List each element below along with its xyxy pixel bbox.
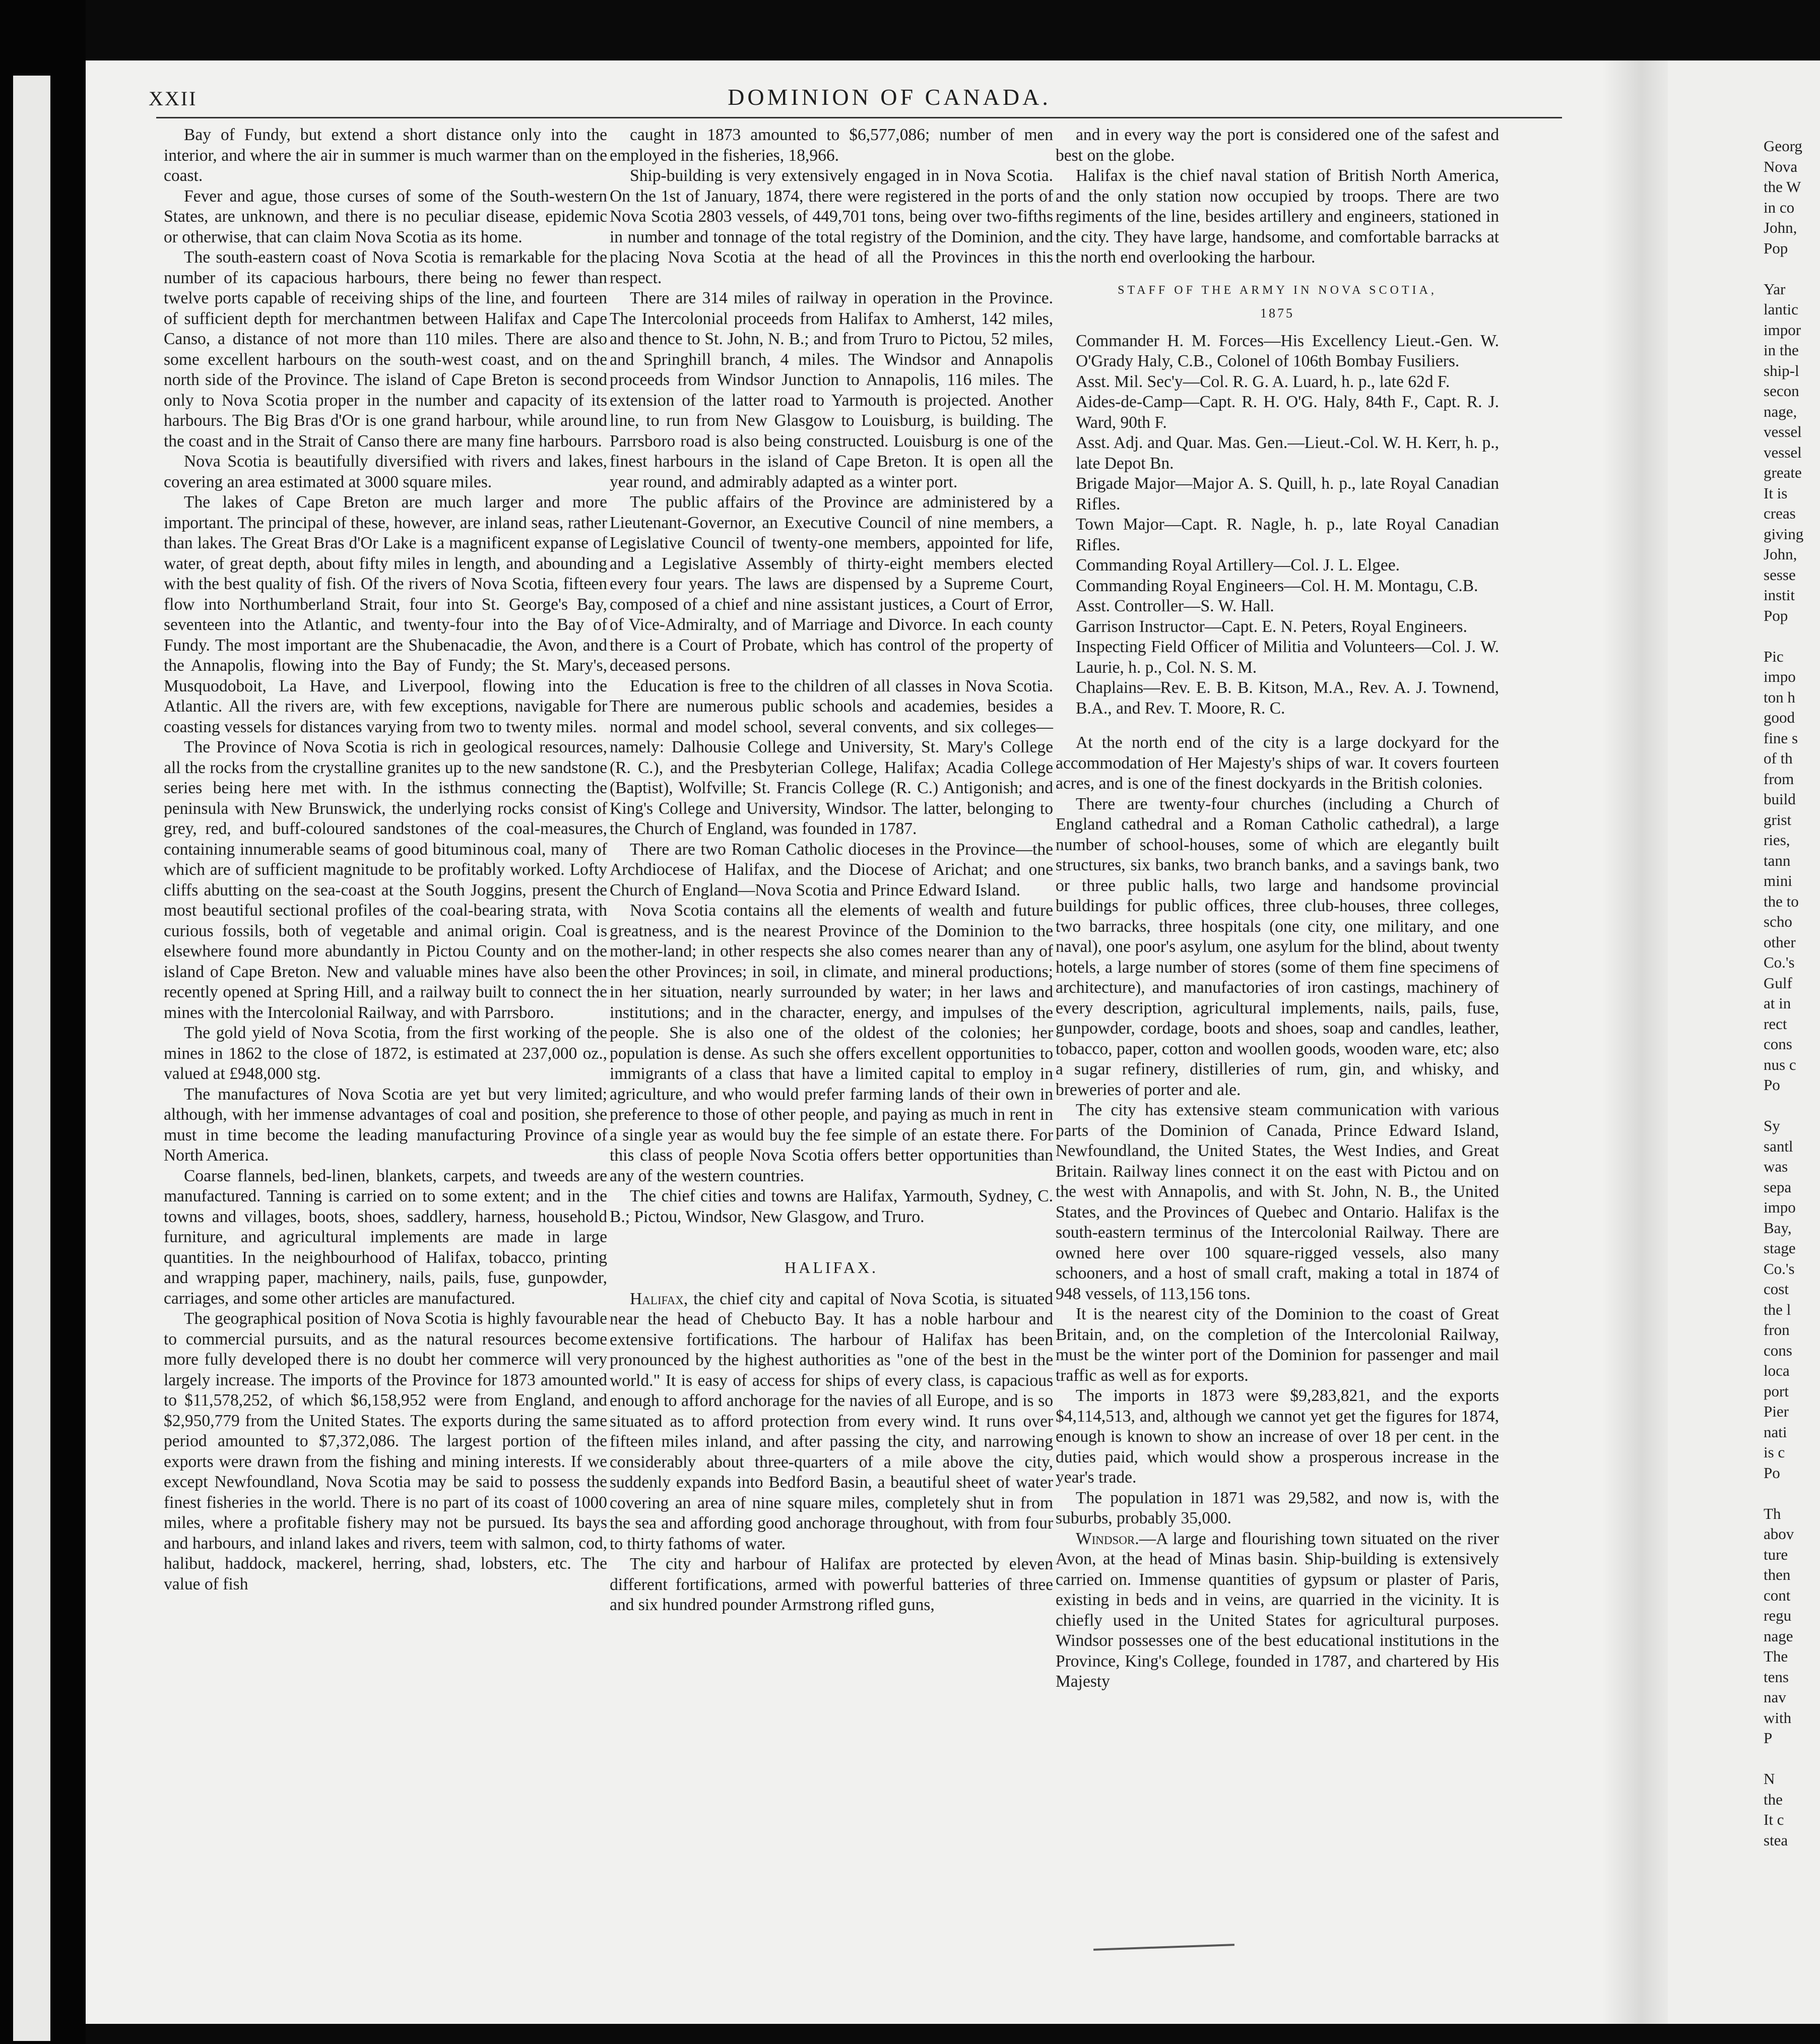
next-page-line-fragment: from <box>1764 770 1794 788</box>
paragraph: The Province of Nova Scotia is rich in geological resources, all the rocks from the crystalline granites up to the new sandstone series being here met with. In the isthmus connecting the peninsula with New Brunswick, the underlying rocks consist of grey, red, and buff-coloured sandstones of the coal-measures, containing innumerable seams of good bituminous coal, many of which are of sufficient magnitude to be profitably worked. Lofty cliffs abutting on the sea-coast at the South Joggins, present the most beautiful sectional profiles of the coal-bearing strata, with curious fossils, both of vegetable and animal origin. Coal is elsewhere found more abundantly in Pictou County and on the island of Cape Breton. New and valuable mines have also been recently opened at Spring Hill, and a railway built to connect the mines with the Intercolonial Railway, and with Parrsboro. <box>164 738 607 1022</box>
paragraph: Ship-building is very extensively engaged in in Nova Scotia. On the 1st of January, 1874, there were registered in the ports of Nova Scotia 2803 vessels, of 449,701 tons, being over two-fifths in number and tonnage of the total registry of the Dominion, and placing Nova Scotia at the head of all the Provinces in this respect. <box>610 166 1053 287</box>
page-header <box>86 60 1820 121</box>
next-page-line-fragment: Pier <box>1764 1402 1789 1420</box>
next-page-line-fragment: other <box>1764 933 1796 951</box>
paragraph: Education is free to the children of all classes in Nova Scotia. There are numerous public schools and academies, besides a normal and model school, several convents, and six colleges—namely: Dalhousie College and University, St. Mary's College (R. C.), and the Presbyterian College, Halifax; Acadia College (Baptist), Wolfville; St. Francis College (R. C.) Antigonish; and King's College and University, Windsor. The latter, belonging to the Church of England, was founded in 1787. <box>610 676 1053 838</box>
next-page-line-fragment: is c <box>1764 1443 1785 1461</box>
paragraph: The public affairs of the Province are administered by a Lieutenant-Governor, an Executive Council of nine members, a Legislative Council of twenty-one members, appointed for life, and a Legislative Assembly of thirty-eight members elected every four years. The laws are dispensed by a Supreme Court, composed of a chief and nine assistant justices, a Court of Error, of Vice-Admiralty, and of Marriage and Divorce. In each county there is a Court of Probate, which has control of the property of deceased persons. <box>610 493 1053 675</box>
paragraph: Coarse flannels, bed-linen, blankets, carpets, and tweeds are manufactured. Tanning is carried on to some extent; and in the towns and villages, boots, shoes, saddlery, harness, household furniture, and agricultural implements are made in large quantities. In the neighbourhood of Halifax, tobacco, printing and wrapping paper, machinery, nails, pails, fuse, gunpowder, carriages, and some other articles are manufactured. <box>164 1166 607 1308</box>
staff-entry: Commander H. M. Forces—His Excellency Lieut.-Gen. W. O'Grady Haly, C.B., Colonel of 106th Bombay Fusiliers. <box>1076 331 1499 370</box>
windsor-lead-word: Windsor <box>1076 1529 1135 1548</box>
next-page-line-fragment: scho <box>1764 913 1792 930</box>
paragraph: The geographical position of Nova Scotia is highly favourable to commercial pursuits, and as the natural resources become more fully developed there is no doubt her commerce will very largely increase. The imports of the Province for 1873 amounted to $11,578,252, of which $6,158,952 were from England, and $2,950,779 from the United States. The exports during the same period amounted to $7,372,086. The largest portion of the exports were drawn from the fishing and mining interests. If we except Newfoundland, Nova Scotia may be said to possess the finest fisheries in the world. There is no part of its coast of 1000 miles, where a profitable fishery may not be pursued. Its bays and harbours, and inland lakes and rivers, teem with salmon, cod, halibut, haddock, mackerel, herring, shad, lobsters, etc. The value of fish <box>164 1309 607 1593</box>
staff-entry: Inspecting Field Officer of Militia and Volunteers—Col. J. W. Laurie, h. p., Col. N. S. M. <box>1076 637 1499 677</box>
next-page-line-fragment: nus c <box>1764 1055 1796 1073</box>
paragraph: and in every way the port is considered one of the safest and best on the globe. <box>1056 125 1499 165</box>
next-page-line-fragment: It is <box>1764 484 1788 502</box>
next-page-line-fragment: of th <box>1764 749 1793 767</box>
next-page-line-fragment: impo <box>1764 668 1796 685</box>
paragraph: There are two Roman Catholic dioceses in the Province—the Archdiocese of Halifax, and the Diocese of Arichat; and one Church of England—Nova Scotia and Prince Edward Island. <box>610 840 1053 900</box>
column-1 <box>164 125 607 1594</box>
next-page-line-fragment: N <box>1764 1770 1775 1787</box>
next-page-line-fragment: creas <box>1764 504 1796 522</box>
next-page-line-fragment: in co <box>1764 198 1795 216</box>
next-page-line-fragment: It c <box>1764 1811 1784 1828</box>
next-page-line-fragment: John, <box>1764 545 1797 563</box>
next-page-line-fragment: santl <box>1764 1137 1793 1155</box>
next-page-line-fragment: the l <box>1764 1300 1791 1318</box>
halifax-intro-paragraph <box>610 1289 1053 1555</box>
next-page-line-fragment: then <box>1764 1566 1791 1583</box>
next-page-line-fragment: in the <box>1764 341 1799 359</box>
next-page-line-fragment: cost <box>1764 1280 1789 1298</box>
next-page-line-fragment: Co.'s <box>1764 1259 1795 1278</box>
next-page-line-fragment: John, <box>1764 219 1797 236</box>
next-page-line-fragment: cont <box>1764 1586 1791 1604</box>
staff-entry: Aides-de-Camp—Capt. R. H. O'G. Haly, 84th F., Capt. R. J. Ward, 90th F. <box>1076 393 1499 432</box>
paragraph: The population in 1871 was 29,582, and now is, with the suburbs, probably 35,000. <box>1056 1488 1499 1527</box>
next-page-line-fragment: cons <box>1764 1035 1792 1053</box>
paragraph: There are twenty-four churches (including a Church of England cathedral and a Roman Catholic cathedral), a large number of school-houses, some of which are elegantly built structures, six banks, two branch banks, and a savings bank, two or three public halls, two large and handsome provincial buildings for public offices, three club-houses, three colleges, two barracks, three hospitals (one city, one military, and one naval), one poor's asylum, one asylum for the blind, about twenty hotels, a large number of stores (some of them fine specimens of architecture), and manufactories of iron castings, machinery of every description, agricultural implements, nails, pails, fuse, gunpowder, cordage, boots and shoes, soap and candles, leather, tobacco, paper, cotton and woollen goods, wooden ware, etc; also a sugar refinery, distilleries of rum, gin, and whisky, and breweries of porter and ale. <box>1056 794 1499 1099</box>
scanned-page <box>86 60 1820 2024</box>
paragraph: The city and harbour of Halifax are protected by eleven different fortifications, armed with powerful batteries of three and six hundred pounder Armstrong rifled guns, <box>610 1555 1053 1614</box>
next-page-line-fragment: Gulf <box>1764 974 1792 992</box>
next-page-line-fragment: regu <box>1764 1607 1792 1624</box>
next-page-line-fragment: loca <box>1764 1362 1790 1379</box>
next-page-line-fragment: nage <box>1764 1627 1793 1645</box>
column-3-paragraphs-after <box>1056 733 1499 1529</box>
staff-year: 1875 <box>1260 306 1294 321</box>
next-page-line-fragment: Pop <box>1764 606 1788 624</box>
paragraph: Halifax is the chief naval station of British North America, and the only station now occupied by troops. There are two regiments of the line, besides artillery and engineers, stationed in the city. They have large, handsome, and comfortable barracks at the north end overlooking the harbour. <box>1056 166 1499 267</box>
next-page-line-fragment: nati <box>1764 1423 1787 1441</box>
next-page-line-fragment: good <box>1764 709 1795 726</box>
next-page-line-fragment: the <box>1764 1790 1783 1808</box>
paragraph: The south-eastern coast of Nova Scotia is remarkable for the number of its capacious harbours, there being no fewer than twelve ports capable of receiving ships of the line, and fourteen of sufficient depth for merchantmen between Halifax and Cape Canso, a distance of not more than 110 miles. There are also some excellent harbours on the south-west coast, and on the north side of the Province. The island of Cape Breton is second only to Nova Scotia proper in the number and capacity of its harbours. The Big Bras d'Or is one grand harbour, while around the coast and in the Strait of Canso there are many fine harbours. <box>164 248 607 451</box>
staff-entry: Asst. Controller—S. W. Hall. <box>1076 597 1274 615</box>
next-page-line-fragment: Sy <box>1764 1117 1780 1134</box>
next-page-line-fragment: rect <box>1764 1014 1787 1033</box>
column-3-paragraphs <box>1056 125 1499 268</box>
staff-entry: Commanding Royal Engineers—Col. H. M. Montagu, C.B. <box>1076 576 1478 595</box>
next-page-line-fragment: P <box>1764 1729 1773 1747</box>
next-page-line-fragment: Georg <box>1764 137 1802 155</box>
next-page-line-fragment: Nova <box>1764 157 1798 175</box>
next-page-line-fragment: ries, <box>1764 831 1790 849</box>
previous-page-edge <box>0 0 86 2044</box>
next-page-line-fragment: Pop <box>1764 239 1788 257</box>
next-page-line-fragment: Yar <box>1764 280 1786 298</box>
next-page-line-fragment: nage, <box>1764 402 1797 420</box>
next-page-line-fragment: port <box>1764 1382 1789 1400</box>
staff-list <box>1056 331 1499 719</box>
staff-entry: Garrison Instructor—Capt. E. N. Peters, Royal Engineers. <box>1076 617 1467 636</box>
staff-entry: Town Major—Capt. R. Nagle, h. p., late Royal Canadian Rifles. <box>1076 515 1499 554</box>
spacer <box>1056 719 1499 733</box>
next-page-line-fragment: impo <box>1764 1198 1796 1216</box>
next-page-line-fragment: build <box>1764 790 1796 808</box>
staff-entry: Asst. Mil. Sec'y—Col. R. G. A. Luard, h. p., late 62d F. <box>1076 372 1450 391</box>
next-page-line-fragment: sesse <box>1764 565 1796 584</box>
paragraph: Bay of Fundy, but extend a short distance only into the interior, and where the air in summer is much warmer than on the coast. <box>164 125 607 185</box>
next-page-line-fragment: secon <box>1764 382 1799 400</box>
next-page-line-fragment: sepa <box>1764 1178 1792 1196</box>
next-page-line-fragment: greate <box>1764 464 1802 481</box>
next-page-line-fragment: fron <box>1764 1321 1790 1338</box>
windsor-paragraph <box>1056 1529 1499 1692</box>
column-2-paragraphs <box>610 125 1053 1227</box>
paragraph: Nova Scotia is beautifully diversified with rivers and lakes, covering an area estimated at 3000 square miles. <box>164 452 607 491</box>
column-3 <box>1056 125 1499 1692</box>
next-page-line-fragment: fine s <box>1764 729 1798 747</box>
next-page-line-fragment: stea <box>1764 1831 1788 1849</box>
staff-entry: Brigade Major—Major A. S. Quill, h. p., late Royal Canadian Rifles. <box>1076 474 1499 514</box>
next-page-line-fragment: lantic <box>1764 300 1798 318</box>
next-page-line-fragment: Co.'s <box>1764 953 1795 971</box>
gutter-shadow <box>1602 60 1673 2024</box>
next-page-line-fragment: impor <box>1764 321 1801 339</box>
column-2-paragraphs-after <box>610 1554 1053 1616</box>
paragraph: The gold yield of Nova Scotia, from the first working of the mines in 1862 to the close of 1872, is estimated at 237,000 oz., valued at £948,000 stg. <box>164 1024 607 1083</box>
next-page-line-fragment: stage <box>1764 1239 1796 1257</box>
paragraph: Fever and ague, those curses of some of the South-western States, are unknown, and there is no peculiar disease, epidemic or otherwise, that can claim Nova Scotia as its home. <box>164 186 607 246</box>
page-number: XXII <box>149 87 198 110</box>
next-page-line-fragment: nav <box>1764 1688 1786 1706</box>
next-page-line-fragment: The <box>1764 1647 1788 1665</box>
next-page-line-fragment: the W <box>1764 178 1801 196</box>
paragraph: At the north end of the city is a large dockyard for the accommodation of Her Majesty's ships of war. It covers fourteen acres, and is one of the finest dockyards in the British colonies. <box>1056 733 1499 793</box>
previous-page-sliver <box>13 76 50 2041</box>
staff-entry: Commanding Royal Artillery—Col. J. L. Elgee. <box>1076 556 1400 574</box>
paragraph: caught in 1873 amounted to $6,577,086; number of men employed in the fisheries, 18,966. <box>610 125 1053 165</box>
halifax-lead-word: Halifax <box>630 1289 684 1308</box>
next-page-line-fragment: Pic <box>1764 647 1784 665</box>
next-page-line-fragment: giving <box>1764 525 1804 543</box>
paragraph: The city has extensive steam communication with various parts of the Dominion of Canada, Prince Edward Island, Newfoundland, the United States, the West Indies, and Great Britain. Railway lines connect it on the east with Pictou and on the west with Annapolis, and with St. John, N. B., the United States, and the Provinces of Quebec and Ontario. Halifax is the south-eastern terminus of the Intercolonial Railway. There are owned here over 100 square-rigged vessels, also many schooners, and a host of small craft, making a total in 1874 of 948 vessels, of 113,156 tons. <box>1056 1101 1499 1303</box>
next-page-line-fragment: cons <box>1764 1341 1792 1359</box>
next-page-line-fragment: tann <box>1764 851 1791 869</box>
staff-entry: Chaplains—Rev. E. B. B. Kitson, M.A., Rev. A. J. Townend, B.A., and Rev. T. Moore, R. C. <box>1076 678 1499 718</box>
next-page-line-fragment: was <box>1764 1158 1788 1175</box>
next-page-line-fragment: the to <box>1764 892 1799 910</box>
next-page-line-fragment: at in <box>1764 994 1791 1012</box>
next-page-line-fragment: ture <box>1764 1545 1788 1563</box>
staff-heading: STAFF OF THE ARMY IN NOVA SCOTIA, <box>1118 283 1437 297</box>
next-page-line-fragment: tens <box>1764 1668 1789 1686</box>
halifax-intro-text: , the chief city and capital of Nova Scotia, is situated near the head of Chebucto Bay. It has a noble harbour and extensive fortifications. The harbour of Halifax has been pronounced by the highest authorities as "one of the best in the world." It is easy of access for ships of every class, is capacious enough to afford anchorage for the navies of all Europe, and is so situated as to afford protection from every wind. It runs over fifteen miles inland, and after passing the city, and narrowing considerably about three-quarters of a mile above the city, suddenly expands into Bedford Basin, a beautiful sheet of water covering an area of nine square miles, completely shut in from the sea and affording good anchorage throughout, with from four to thirty fathoms of water. <box>610 1289 1053 1553</box>
windsor-text: .—A large and flourishing town situated on the river Avon, at the head of Minas basin. Ship-building is extensively carried on. Immense quantities of gypsum or plaster of Paris, existing in beds and in veins, are quarried in the vicinity. It is chiefly used in the United States for agricultural purposes. Windsor possesses one of the best educational institutions in the Province, King's College, founded in 1787, and chartered by His Majesty <box>1056 1529 1499 1691</box>
paragraph: There are 314 miles of railway in operation in the Province. The Intercolonial proceeds from Halifax to Amherst, 142 miles, and thence to St. John, N. B.; and from Truro to Pictou, 52 miles, and Springhill branch, 4 miles. The Windsor and Annapolis proceeds from Windsor Junction to Annapolis, 116 miles. The extension of the latter road to Yarmouth is projected. Another line, to run from New Glasgow to Louisburg, is building. The Parrsboro road is also being constructed. Louisburg is one of the finest harbours in the island of Cape Breton. It is open all the year round, and admirably adapted as a winter port. <box>610 289 1053 491</box>
next-page-line-fragment: Po <box>1764 1463 1780 1482</box>
paragraph: The imports in 1873 were $9,283,821, and the exports $4,114,513, and, although we cannot yet get the figures for 1874, enough is known to show an increase of over 18 per cent. in the duties paid, which would show a prosperous increase in the year's trade. <box>1056 1386 1499 1487</box>
next-page-line-fragment: Bay, <box>1764 1219 1792 1237</box>
next-page-line-fragment: vessel <box>1764 423 1802 440</box>
next-page-line-fragment: mini <box>1764 872 1792 889</box>
paragraph: The chief cities and towns are Halifax, Yarmouth, Sydney, C. B.; Pictou, Windsor, New Glasgow, and Truro. <box>610 1187 1053 1226</box>
next-page-line-fragment: Th <box>1764 1504 1781 1522</box>
next-page-line-fragment: vessel <box>1764 443 1802 461</box>
header-rule <box>156 117 1562 118</box>
next-page-line-fragment: with <box>1764 1708 1792 1727</box>
paragraph: The lakes of Cape Breton are much larger and more important. The principal of these, however, are inland seas, rather than lakes. The Great Bras d'Or Lake is a magnificent expanse of water, of great depth, about fifty miles in length, and abounding with the best quality of fish. Of the rivers of Nova Scotia, fifteen flow into Northumberland Strait, four into St. George's Bay, seventeen into the Atlantic, and twenty-four into the Bay of Fundy. The most important are the Shubenacadie, the Avon, and the Annapolis, flowing into the Bay of Fundy; the St. Mary's, Musquodoboit, La Have, and Liverpool, flowing into the Atlantic. All the rivers are, with few exceptions, navigable for coasting vessels for distances varying from two to twenty miles. <box>164 493 607 736</box>
section-heading-halifax: HALIFAX. <box>784 1258 879 1276</box>
next-page-line-fragment: ton h <box>1764 688 1795 706</box>
paragraph: Nova Scotia contains all the elements of wealth and future greatness, and is the nearest Province of the Dominion to the mother-land; in other respects she also comes nearer than any of the other Provinces; in soil, in climate, and mineral productions; in her situation, nearly surrounded by water; in her laws and institutions; and in the character, energy, and impulses of the people. She is also one of the oldest of the colonies; her population is dense. As such she offers excellent opportunities to immigrants of a class that have a limited capital to employ in agriculture, and who would prefer farming lands of their own in preference to those of other people, and paying as much in rent in a single year as would buy the fee simple of an estate there. For this class of people Nova Scotia offers better opportunities than any of the western countries. <box>610 901 1053 1185</box>
print-mark <box>1093 1944 1234 1951</box>
next-page-line-fragment: grist <box>1764 810 1792 828</box>
next-page-line-fragment: ship-l <box>1764 361 1799 379</box>
column-2 <box>610 125 1053 1616</box>
next-page-line-fragment: instit <box>1764 586 1795 604</box>
staff-entry: Asst. Adj. and Quar. Mas. Gen.—Lieut.-Col. W. H. Kerr, h. p., late Depot Bn. <box>1076 433 1499 473</box>
paragraph: It is the nearest city of the Dominion to the coast of Great Britain, and, on the completion of the Intercolonial Railway, must be the winter port of the Dominion for passenger and mail traffic as well as for exports. <box>1056 1305 1499 1385</box>
paragraph: The manufactures of Nova Scotia are yet but very limited; although, with her immense advantages of coal and position, she must in time become the leading manufacturing Province of North America. <box>164 1084 607 1165</box>
next-page-line-fragment: abov <box>1764 1525 1794 1543</box>
next-page-line-fragment: Po <box>1764 1076 1780 1094</box>
running-title: DOMINION OF CANADA. <box>728 84 1051 110</box>
